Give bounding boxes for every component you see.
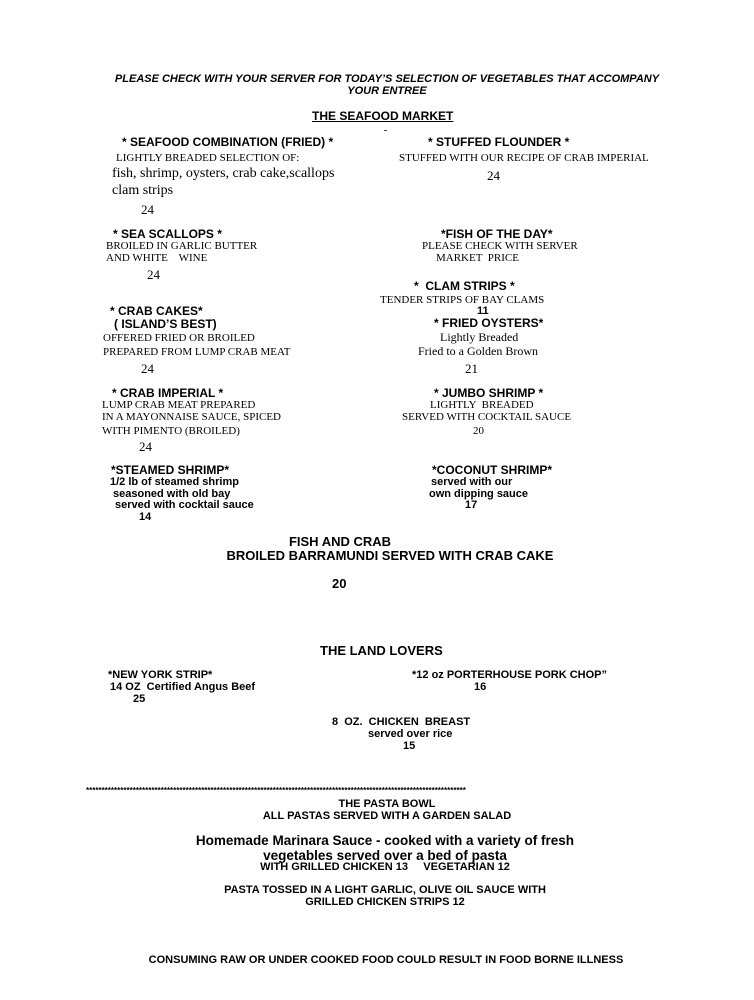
crab-imperial-desc-3: WITH PIMENTO (BROILED) — [102, 425, 240, 437]
fish-and-crab-price: 20 — [332, 576, 347, 591]
fried-oysters-desc-1: Lightly Breaded — [440, 330, 519, 344]
fried-oysters-name: * FRIED OYSTERS* — [434, 316, 544, 330]
clam-strips-desc: TENDER STRIPS OF BAY CLAMS — [380, 294, 545, 306]
seafood-combination-desc: LIGHTLY BREADED SELECTION OF: — [116, 152, 300, 164]
stuffed-flounder-desc: STUFFED WITH OUR RECIPE OF CRAB IMPERIAL — [399, 152, 649, 164]
land-lovers-title: THE LAND LOVERS — [320, 643, 443, 658]
clam-strips-name: * CLAM STRIPS * — [414, 279, 515, 293]
seafood-section-title: THE SEAFOOD MARKET — [312, 109, 454, 123]
seafood-combination-price: 24 — [141, 202, 154, 217]
garlic-pasta-line-2: GRILLED CHICKEN STRIPS 12 — [305, 896, 465, 908]
ny-strip-desc: 14 OZ Certified Angus Beef — [110, 681, 256, 693]
garlic-pasta-line-1: PASTA TOSSED IN A LIGHT GARLIC, OLIVE OIL SAUCE WITH — [224, 884, 546, 896]
vegetable-notice — [60, 73, 714, 97]
jumbo-shrimp-name: * JUMBO SHRIMP * — [434, 386, 544, 400]
crab-imperial-name: * CRAB IMPERIAL * — [112, 386, 224, 400]
chicken-breast-name: 8 OZ. CHICKEN BREAST — [332, 716, 471, 728]
pasta-section-title: THE PASTA BOWL — [338, 798, 436, 810]
crab-imperial-price: 24 — [139, 439, 152, 454]
chicken-breast-desc: served over rice — [368, 728, 453, 740]
fish-of-day-name: *FISH OF THE DAY* — [441, 227, 553, 241]
sea-scallops-desc-1: BROILED IN GARLIC BUTTER — [106, 240, 258, 252]
pasta-subtitle: ALL PASTAS SERVED WITH A GARDEN SALAD — [262, 810, 512, 822]
jumbo-shrimp-desc-1: LIGHTLY BREADED — [430, 399, 534, 411]
coconut-shrimp-desc-2: own dipping sauce — [429, 488, 529, 500]
crab-cakes-price: 24 — [141, 361, 154, 376]
separator-dot — [384, 130, 387, 131]
pork-chop-price: 16 — [474, 681, 487, 693]
ny-strip-price: 25 — [133, 693, 146, 705]
jumbo-shrimp-price: 20 — [473, 425, 484, 437]
seafood-combination-items: fish, shrimp, oysters, crab cake,scallops — [112, 166, 335, 181]
sea-scallops-price: 24 — [147, 267, 160, 282]
crab-imperial-desc-2: IN A MAYONNAISE SAUCE, SPICED — [102, 411, 281, 423]
seafood-combination-name: * SEAFOOD COMBINATION (FRIED) * — [122, 135, 334, 149]
ny-strip-name: *NEW YORK STRIP* — [108, 669, 213, 681]
coconut-shrimp-name: *COCONUT SHRIMP* — [432, 463, 553, 477]
marinara-line-1: Homemade Marinara Sauce - cooked with a variety of fresh — [195, 833, 575, 848]
fish-and-crab-item: BROILED BARRAMUNDI SERVED WITH CRAB CAKE — [226, 548, 554, 563]
fish-of-day-desc-2: MARKET PRICE — [436, 252, 519, 264]
pork-chop-name: *12 oz PORTERHOUSE PORK CHOP” — [412, 669, 607, 681]
seafood-combination-items-2: clam strips — [112, 183, 174, 198]
coconut-shrimp-price: 17 — [465, 499, 478, 511]
steamed-shrimp-price: 14 — [139, 511, 152, 523]
steamed-shrimp-desc-2: seasoned with old bay — [113, 488, 231, 500]
clam-strips-price: 11 — [477, 305, 489, 317]
crab-cakes-name: * CRAB CAKES* — [110, 304, 203, 318]
crab-cakes-desc-1: OFFERED FRIED OR BROILED — [103, 332, 255, 344]
crab-imperial-desc-1: LUMP CRAB MEAT PREPARED — [102, 399, 256, 411]
fried-oysters-price: 21 — [465, 361, 478, 376]
notice-line-1: PLEASE CHECK WITH YOUR SERVER FOR TODAY’S SELECTION OF VEGETABLES THAT ACCOMPANY — [114, 73, 660, 85]
fish-and-crab-title: FISH AND CRAB — [288, 534, 392, 549]
fried-oysters-desc-2: Fried to a Golden Brown — [418, 344, 538, 358]
pasta-separator: ************************************************************************************************************************** — [86, 786, 466, 795]
sea-scallops-name: * SEA SCALLOPS * — [113, 227, 222, 241]
fish-of-day-desc-1: PLEASE CHECK WITH SERVER — [422, 240, 578, 252]
notice-line-2: YOUR ENTREE — [347, 85, 427, 97]
stuffed-flounder-name: * STUFFED FLOUNDER * — [428, 135, 570, 149]
steamed-shrimp-name: *STEAMED SHRIMP* — [111, 463, 230, 477]
food-safety-disclaimer: CONSUMING RAW OR UNDER COOKED FOOD COULD RESULT IN FOOD BORNE ILLNESS — [148, 954, 624, 966]
marinara-line-2: vegetables served over a bed of pasta — [263, 848, 507, 863]
crab-cakes-subtitle: ( ISLAND’S BEST) — [114, 317, 217, 331]
coconut-shrimp-desc-1: served with our — [431, 476, 513, 488]
steamed-shrimp-desc-1: 1/2 lb of steamed shrimp — [110, 476, 239, 488]
chicken-breast-price: 15 — [403, 740, 416, 752]
stuffed-flounder-price: 24 — [487, 168, 500, 183]
steamed-shrimp-desc-3: served with cocktail sauce — [115, 499, 254, 511]
sea-scallops-desc-2: AND WHITE WINE — [106, 252, 208, 264]
marinara-line-3: WITH GRILLED CHICKEN 13 VEGETARIAN 12 — [260, 861, 510, 873]
crab-cakes-desc-2: PREPARED FROM LUMP CRAB MEAT — [103, 346, 291, 358]
jumbo-shrimp-desc-2: SERVED WITH COCKTAIL SAUCE — [402, 411, 572, 423]
